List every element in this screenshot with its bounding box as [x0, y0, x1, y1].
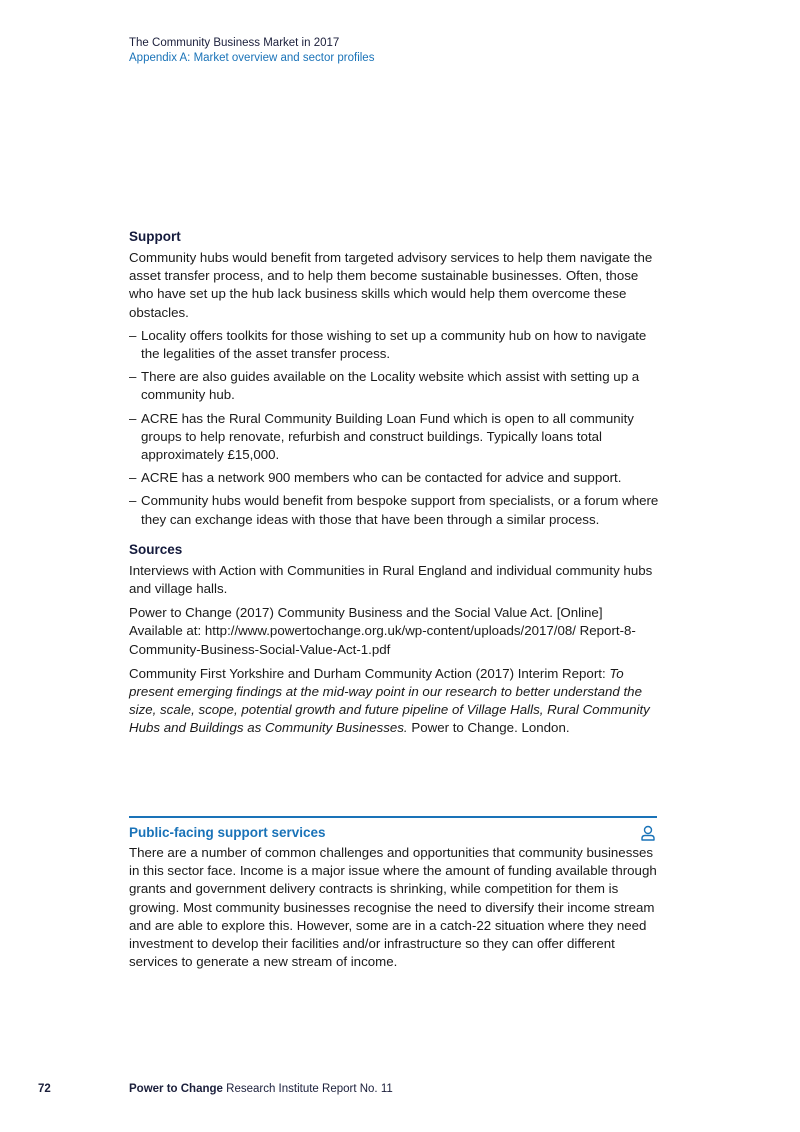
source-italic-title: To present emerging findings at the mid-way point in our research to better understand the size, scale, scope, potential growth and future pipeline of Village Halls, Rural Community Hubs and Buildings as Community Businesses.	[129, 665, 650, 736]
publication-line	[129, 1083, 393, 1095]
dash-marker: –	[129, 327, 137, 343]
bullet-item	[129, 410, 659, 465]
dash-marker: –	[129, 410, 137, 426]
public-facing-header	[129, 824, 657, 842]
running-head	[129, 36, 374, 66]
bullet-text: Community hubs would benefit from bespoke support from specialists, or a forum where they can exchange ideas with those that have been through a similar process.	[141, 493, 659, 527]
source-item: Interviews with Action with Communities in Rural England and individual community hubs and village halls.	[129, 562, 653, 597]
public-facing-section	[129, 816, 657, 971]
public-facing-body: There are a number of common challenges and opportunities that community businesses in this sector face. Income is a major issue where the amount of funding available through grants and government delivery contracts is shrinking, while competition for them is growing. Most community businesses recognise the need to diversify their income stream and are able to explore this. However, some are in a catch-22 situation where they need investment to develop their facilities and/or infrastructure so they can offer different services to generate a new stream of income.	[129, 845, 657, 970]
bullet-item	[129, 469, 659, 487]
source-item	[129, 665, 659, 738]
dash-marker: –	[129, 470, 137, 486]
bullet-item	[129, 492, 659, 528]
source-suffix: Power to Change. London.	[407, 720, 570, 736]
dash-marker: –	[129, 493, 137, 509]
bullet-item	[129, 327, 659, 363]
bullet-text: Locality offers toolkits for those wishing to set up a community hub on how to navigate the legalities of the asset transfer process.	[141, 327, 647, 362]
bullet-text: There are also guides available on the Locality website which assist with setting up a community hub.	[141, 369, 640, 403]
public-facing-heading: Public-facing support services	[129, 825, 326, 840]
bullet-item	[129, 368, 659, 404]
bullet-text: ACRE has the Rural Community Building Loan Fund which is open to all community groups to help renovate, refurbish and construct buildings. Typically loans total approximately £15,000.	[141, 410, 634, 463]
source-prefix: Community First Yorkshire and Durham Community Action (2017) Interim Report:	[129, 665, 610, 681]
support-section	[129, 228, 659, 529]
person-icon	[640, 825, 656, 841]
main-content	[129, 228, 659, 744]
dash-marker: –	[129, 369, 137, 385]
sources-heading: Sources	[129, 541, 183, 557]
section-subtitle: Appendix A: Market overview and sector profiles	[129, 52, 375, 64]
brand-name: Power to Change	[129, 1083, 223, 1095]
publication-name: Research Institute Report No. 11	[222, 1083, 393, 1095]
bullet-text: ACRE has a network 900 members who can be contacted for advice and support.	[141, 470, 622, 486]
support-intro: Community hubs would benefit from targeted advisory services to help them navigate the asset transfer process, and to help them become sustainable businesses. Often, those who have set up the hub lack business skills which would help them overcome these obstacles.	[129, 250, 653, 320]
support-heading: Support	[129, 229, 181, 244]
support-bullet-list	[129, 327, 659, 529]
sources-section	[129, 541, 659, 738]
page-number: 72	[38, 1083, 51, 1095]
document-title: The Community Business Market in 2017	[129, 37, 340, 49]
source-item-link[interactable]: Power to Change (2017) Community Business and the Social Value Act. [Online] Available at: http://www.powertochange.org.uk/wp-content/uploads/2017/08/ Report-8-Community-Business-Social-Value-Act-1.pdf	[129, 605, 636, 657]
